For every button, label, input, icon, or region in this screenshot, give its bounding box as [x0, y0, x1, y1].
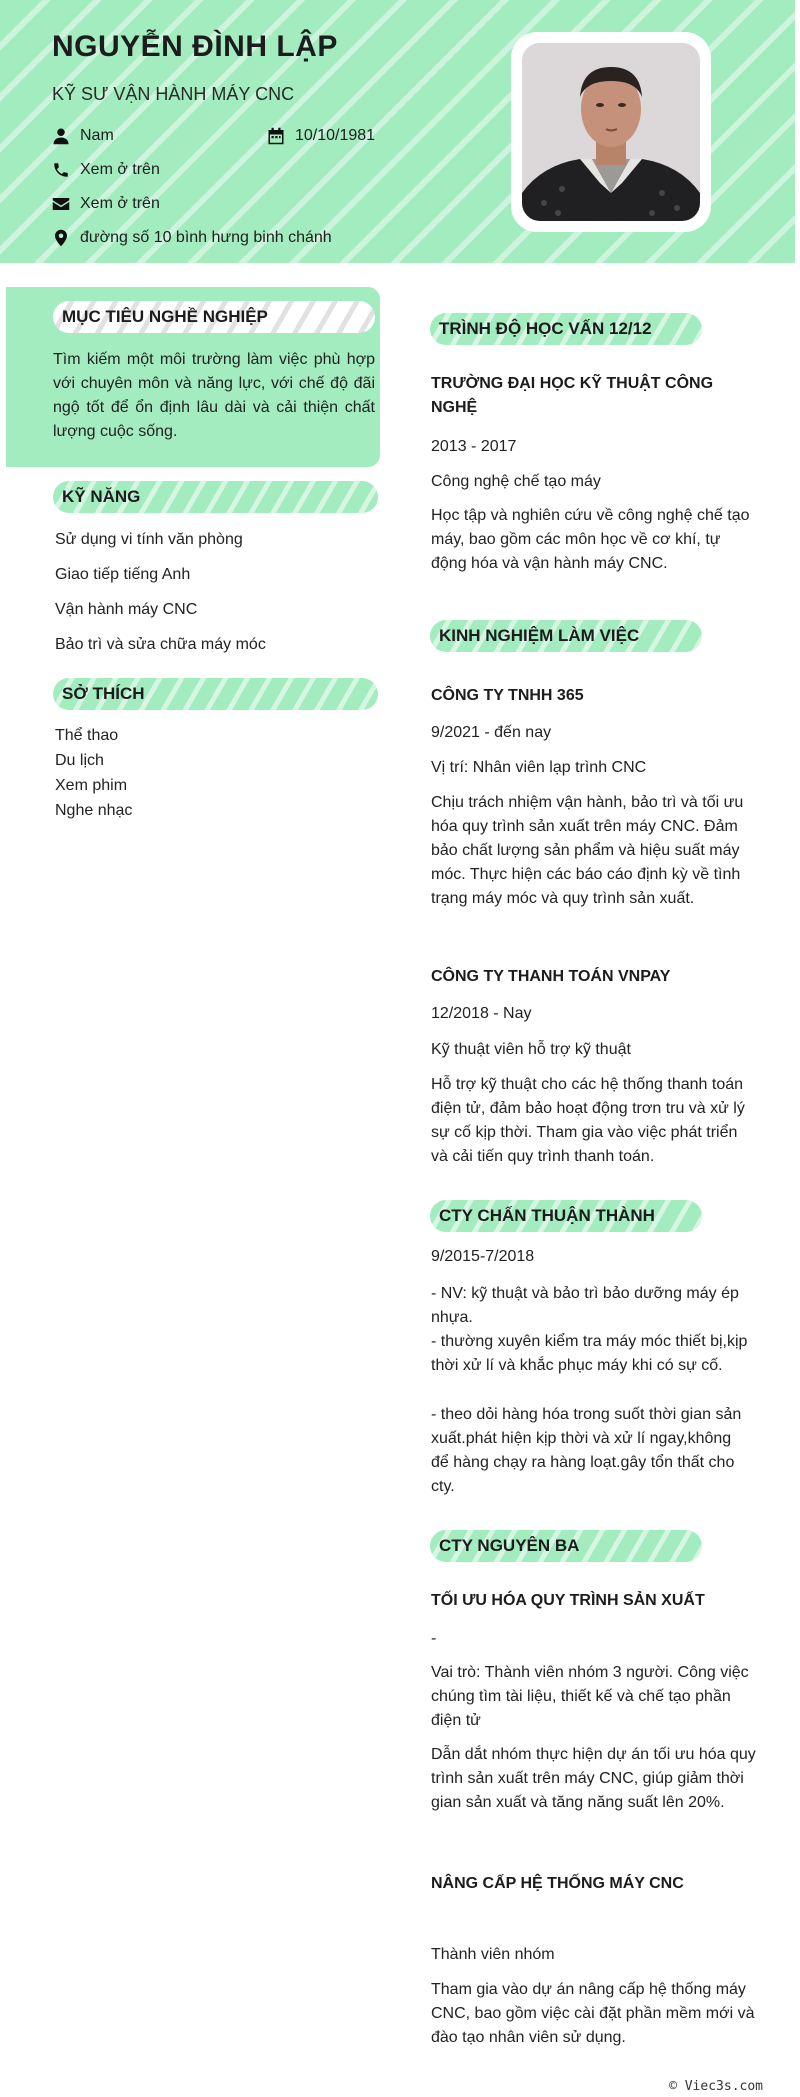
job-role: Kỹ thuật viên hỗ trợ kỹ thuật [431, 1041, 631, 1058]
company-name: CÔNG TY THANH TOÁN VNPAY [431, 968, 671, 985]
hobby-item: Xem phim [55, 777, 128, 794]
project-role: Vai trò: Thành viên nhóm 3 người. Công việc chúng tìm tài liệu, thiết kế và chế tạo phần điện tử [431, 1664, 749, 1729]
gender-value: Nam [80, 127, 114, 144]
user-icon [52, 127, 70, 145]
objective-heading: MỤC TIÊU NGHỀ NGHIỆP [53, 301, 375, 333]
phone-icon [52, 161, 70, 179]
cty-nguyen-ba-heading: CTY NGUYÊN BA [430, 1530, 702, 1562]
education-period: 2013 - 2017 [431, 438, 517, 455]
education-description: Học tập và nghiên cứu về công nghệ chế tạo máy, bao gồm các môn học về cơ khí, tự động hóa và vận hành máy CNC. [431, 507, 750, 572]
company-name: CÔNG TY TNHH 365 [431, 687, 584, 704]
objective-section [6, 287, 380, 467]
skill-item: Sử dụng vi tính văn phòng [55, 531, 243, 548]
calendar-icon [267, 127, 285, 145]
skill-item: Bảo trì và sửa chữa máy móc [55, 636, 266, 653]
job-period: 12/2018 - Nay [431, 1005, 532, 1022]
hobby-item: Thể thao [55, 727, 119, 744]
school-name: TRƯỜNG ĐẠI HỌC KỸ THUẬT CÔNG NGHỆ [431, 375, 714, 416]
objective-text: Tìm kiếm một môi trường làm việc phù hợp với chuyên môn và năng lực, với chế độ đãi ngộ tốt để ổn định lâu dài và cải thiện chất lượng cuộc sống. [53, 351, 375, 440]
cty-chan-thuan-thanh-heading: CTY CHẤN THUẬN THÀNH [430, 1200, 702, 1232]
education-heading: TRÌNH ĐỘ HỌC VẤN 12/12 [430, 313, 702, 345]
skills-heading: KỸ NĂNG [53, 481, 378, 513]
job-title: KỸ SƯ VẬN HÀNH MÁY CNC [52, 84, 295, 104]
job-description: Hỗ trợ kỹ thuật cho các hệ thống thanh toán điện tử, đảm bảo hoạt động trơn tru và xử lý sự cố kịp thời. Tham gia vào việc phát triển và cải tiến quy trình thanh toán. [431, 1076, 745, 1165]
project-role: Thành viên nhóm [431, 1946, 555, 1963]
profile-photo [522, 43, 700, 221]
gender-row [52, 127, 114, 145]
address-row [52, 229, 332, 247]
address-value: đường số 10 bình hưng binh chánh [80, 229, 332, 246]
hobbies-heading: SỞ THÍCH [53, 678, 378, 710]
copyright-footer: © Viec3s.com [669, 2079, 763, 2094]
experience-heading: KINH NGHIỆM LÀM VIỆC [430, 620, 702, 652]
email-value: Xem ở trên [80, 195, 160, 212]
duty-line: - NV: kỹ thuật và bảo trì bảo dưỡng máy ép nhựa. [431, 1285, 739, 1326]
project-description: Tham gia vào dự án nâng cấp hệ thống máy CNC, bao gồm việc cài đặt phần mềm mới và đào tạo nhân viên sử dụng. [431, 1981, 755, 2046]
email-row [52, 195, 160, 213]
envelope-icon [52, 195, 70, 213]
job-period: 9/2021 - đến nay [431, 724, 552, 741]
duty-line: - thường xuyên kiểm tra máy móc thiết bị,kịp thời xử lí và khắc phục máy khi có sự cố. [431, 1333, 748, 1374]
project-name: NÂNG CẤP HỆ THỐNG MÁY CNC [431, 1875, 684, 1892]
skill-item: Vận hành máy CNC [55, 601, 198, 618]
phone-row [52, 161, 160, 179]
hobby-item: Nghe nhạc [55, 802, 133, 819]
birthday-value: 10/10/1981 [295, 127, 376, 144]
job-period: 9/2015-7/2018 [431, 1248, 535, 1265]
header-banner [0, 0, 795, 263]
project-name: TỐI ƯU HÓA QUY TRÌNH SẢN XUẤT [431, 1592, 705, 1609]
duty-line: - theo dỏi hàng hóa trong suốt thời gian sản xuất.phát hiện kịp thời và xử lí ngay,không để hàng chạy ra hàng loạt.gây tổn thất cho cty. [431, 1406, 742, 1495]
job-role: Vị trí: Nhân viên lạp trình CNC [431, 759, 647, 776]
full-name: NGUYỄN ĐÌNH LẬP [52, 30, 338, 63]
hobby-item: Du lịch [55, 752, 104, 769]
project-description: Dẫn dắt nhóm thực hiện dự án tối ưu hóa quy trình sản xuất trên máy CNC, giúp giảm thời gian sản xuất và tăng năng suất lên 20%. [431, 1746, 756, 1811]
location-pin-icon [52, 229, 70, 247]
job-description: Chịu trách nhiệm vận hành, bảo trì và tối ưu hóa quy trình sản xuất trên máy CNC. Đảm bảo chất lượng sản phẩm và hiệu suất máy móc. Thực hiện các báo cáo định kỳ về tình trạng máy móc và quy trình sản xuất. [431, 794, 744, 907]
birthday-row [267, 127, 375, 145]
profile-photo-frame [511, 32, 711, 232]
education-major: Công nghệ chế tạo máy [431, 473, 601, 490]
skill-item: Giao tiếp tiếng Anh [55, 566, 191, 583]
phone-value: Xem ở trên [80, 161, 160, 178]
project-period: - [431, 1630, 437, 1647]
